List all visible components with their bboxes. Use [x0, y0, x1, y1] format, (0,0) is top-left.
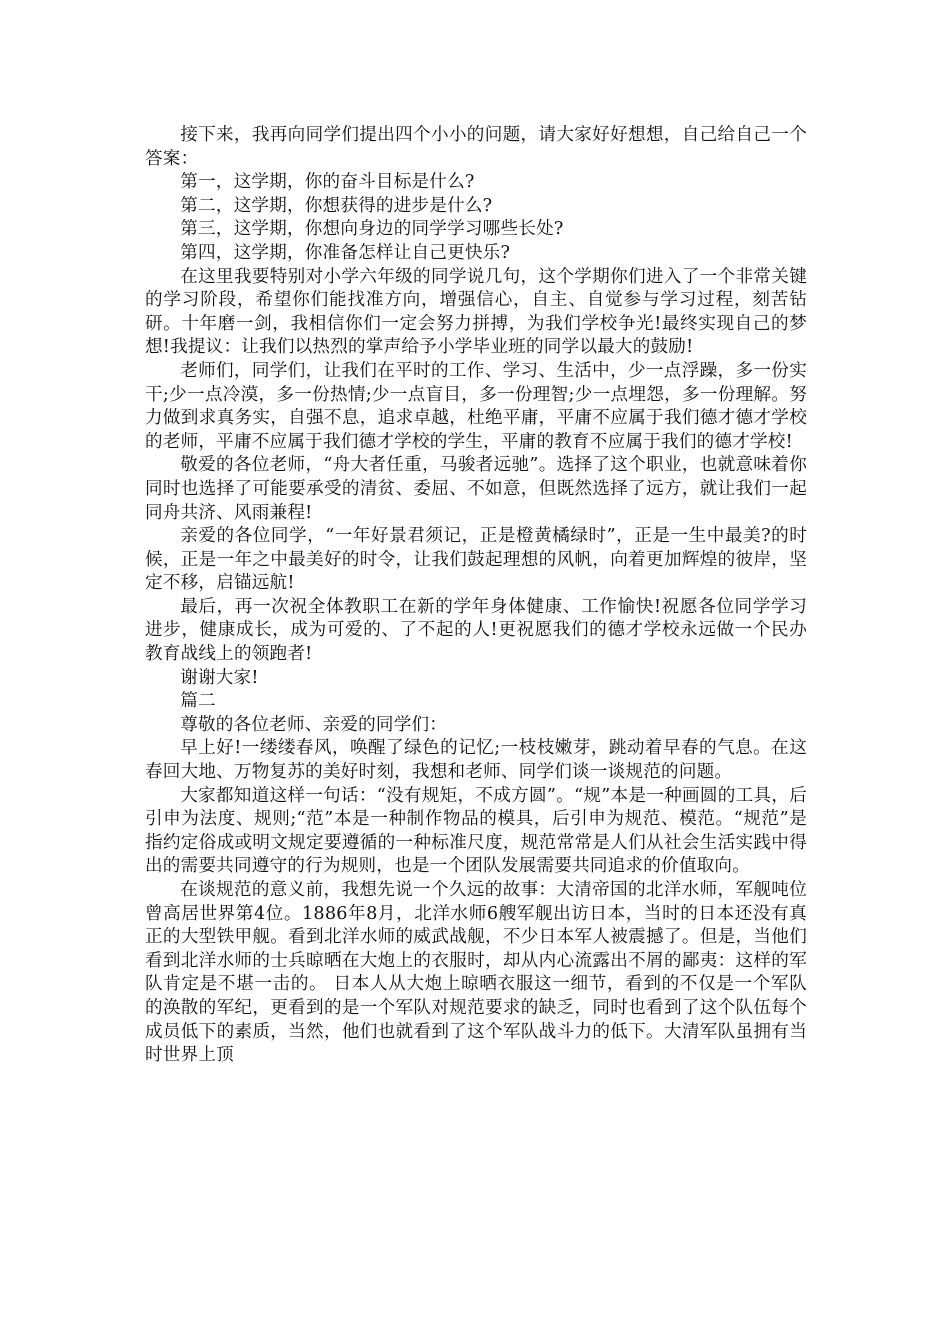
paragraph: 第四，这学期，你准备怎样让自己更快乐? [180, 242, 511, 263]
paragraph: 接下来，我再向同学们提出四个小小的问题，请大家好好想想，自己给自己一个答案： [145, 125, 807, 169]
paragraph: 第一，这学期，你的奋斗目标是什么? [180, 172, 475, 193]
paragraph: 第二，这学期，你想获得的进步是什么? [180, 195, 493, 216]
paragraph: 在这里我要特别对小学六年级的同学说几句，这个学期你们进入了一个非常关键的学习阶段，希望你们能找准方向，增强信心，自主、自觉参与学习过程，刻苦钻研。十年磨一剑，我相信你们一定会努力拼搏，为我们学校争光!最终实现自己的梦想!我提议：让我们以热烈的掌声给予小学毕业班的同学以最大的鼓励! [145, 266, 807, 358]
paragraph: 老师们，同学们，让我们在平时的工作、学习、生活中，少一点浮躁，多一份实干;少一点冷漠，多一份热情;少一点盲目，多一份理智;少一点埋怨，多一份理解。努力做到求真务实，自强不息，追求卓越，杜绝平庸，平庸不应属于我们德才德才学校的老师，平庸不应属于我们德才学校的学生，平庸的教育不应属于我们的德才学校! [145, 360, 807, 452]
paragraph: 敬爱的各位老师，“舟大者任重，马骏者远驰”。选择了这个职业，也就意味着你同时也选择了可能要承受的清贫、委屈、不如意，但既然选择了远方，就让我们一起同舟共济、风雨兼程! [145, 455, 807, 523]
paragraph: 最后，再一次祝全体教职工在新的学年身体健康、工作愉快!祝愿各位同学学习进步，健康成长，成为可爱的、了不起的人!更祝愿我们的德才学校永远做一个民办教育战线上的领跑者! [145, 596, 807, 665]
document-body [145, 124, 807, 1068]
paragraph: 第三，这学期，你想向身边的同学学习哪些长处? [180, 219, 564, 240]
paragraph: 亲爱的各位同学，“一年好景君须记，正是橙黄橘绿时”，正是一生中最美?的时候，正是一年之中最美好的时令，让我们鼓起理想的风帆，向着更加辉煌的彼岸，坚定不移，启锚远航! [145, 526, 807, 594]
paragraph: 早上好!一缕缕春风，唤醒了绿色的记忆;一枝枝嫩芽，跳动着早春的气息。在这春回大地、万物复苏的美好时刻，我想和老师、同学们谈一谈规范的问题。 [145, 738, 807, 783]
section-heading: 篇二 [180, 691, 216, 712]
paragraph: 大家都知道这样一句话：“没有规矩，不成方圆”。“规”本是一种画圆的工具，后引申为法度、规则;“范”本是一种制作物品的模具，后引申为规范、模范。“规范”是指约定俗成或明文规定要遵循的一种标准尺度，规范常常是人们从社会生活实践中得出的需要共同遵守的行为规则，也是一个团队发展需要共同追求的价值取向。 [145, 785, 807, 877]
paragraph: 谢谢大家! [180, 667, 259, 688]
paragraph: 尊敬的各位老师、亲爱的同学们： [180, 714, 448, 735]
paragraph: 在谈规范的意义前，我想先说一个久远的故事：大清帝国的北洋水师，军舰吨位曾高居世界第4位。1886年8月，北洋水师6艘军舰出访日本，当时的日本还没有真正的大型铁甲舰。看到北洋水师的威武战舰，不少日本军人被震撼了。但是，当他们看到北洋水师的士兵晾晒在大炮上的衣服时，却从内心流露出不屑的鄙夷：这样的军队肯定是不堪一击的。 日本人从大炮上晾晒衣服这一细节，看到的不仅是一个军队的涣散的军纪，更看到的是一个军队对规范要求的缺乏，同时也看到了这个队伍每个成员低下的素质，当然，他们也就看到了这个军队战斗力的低下。大清军队虽拥有当时世界上顶 [145, 880, 807, 1066]
